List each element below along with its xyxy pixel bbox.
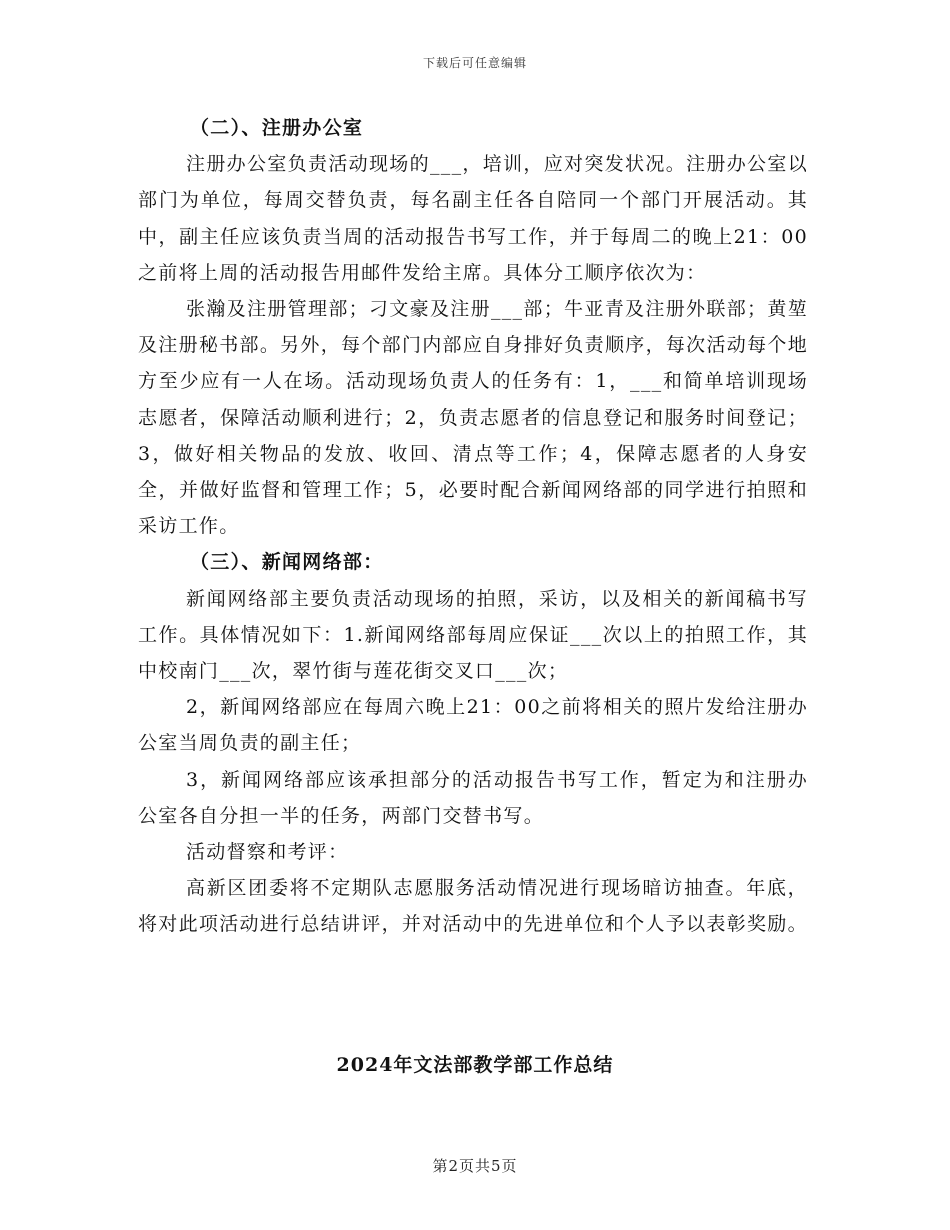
paragraph: 2，新闻网络部应在每周六晚上21：00之前将相关的照片发给注册办公室当周负责的副主任； [138, 696, 808, 755]
paragraph: 新闻网络部主要负责活动现场的拍照，采访，以及相关的新闻稿书写工作。具体情况如下：1.新闻网络部每周应保证___次以上的拍照工作，其中校南门___次，翠竹街与莲花街交叉口___次； [138, 587, 808, 683]
paragraph: 注册办公室负责活动现场的___，培训，应对突发状况。注册办公室以部门为单位，每周交替负责，每名副主任各自陪同一个部门开展活动。其中，副主任应该负责当周的活动报告书写工作，并于每周二的晚上21：00之前将上周的活动报告用邮件发给主席。具体分工顺序依次为： [138, 153, 808, 284]
section-heading-registration-office: （二）、注册办公室 [190, 117, 364, 139]
document-body [138, 110, 808, 943]
document-title: 2024年文法部教学部工作总结 [336, 1054, 614, 1076]
paragraph: 3，新闻网络部应该承担部分的活动报告书写工作，暂定为和注册办公室各自分担一半的任务，两部门交替书写。 [138, 768, 808, 827]
paragraph: 高新区团委将不定期队志愿服务活动情况进行现场暗访抽查。年底，将对此项活动进行总结讲评，并对活动中的先进单位和个人予以表彰奖励。 [138, 877, 808, 936]
section-heading-news-network: （三）、新闻网络部： [190, 551, 384, 574]
page-footer: 第2页共5页 [432, 1157, 518, 1175]
page-header: 下载后可任意编辑 [422, 56, 527, 70]
paragraph: 张瀚及注册管理部；刁文豪及注册___部；牛亚青及注册外联部；黄堃及注册秘书部。另外，每个部门内部应自身排好负责顺序，每次活动每个地方至少应有一人在场。活动现场负责人的任务有：1，___和简单培训现场志愿者，保障活动顺利进行；2，负责志愿者的信息登记和服务时间登记；3，做好相关物品的发放、收回、清点等工作；4，保障志愿者的人身安全，并做好监督和管理工作；5，必要时配合新闻网络部的同学进行拍照和采访工作。 [138, 298, 808, 538]
paragraph-subheading: 活动督察和考评： [186, 841, 349, 864]
